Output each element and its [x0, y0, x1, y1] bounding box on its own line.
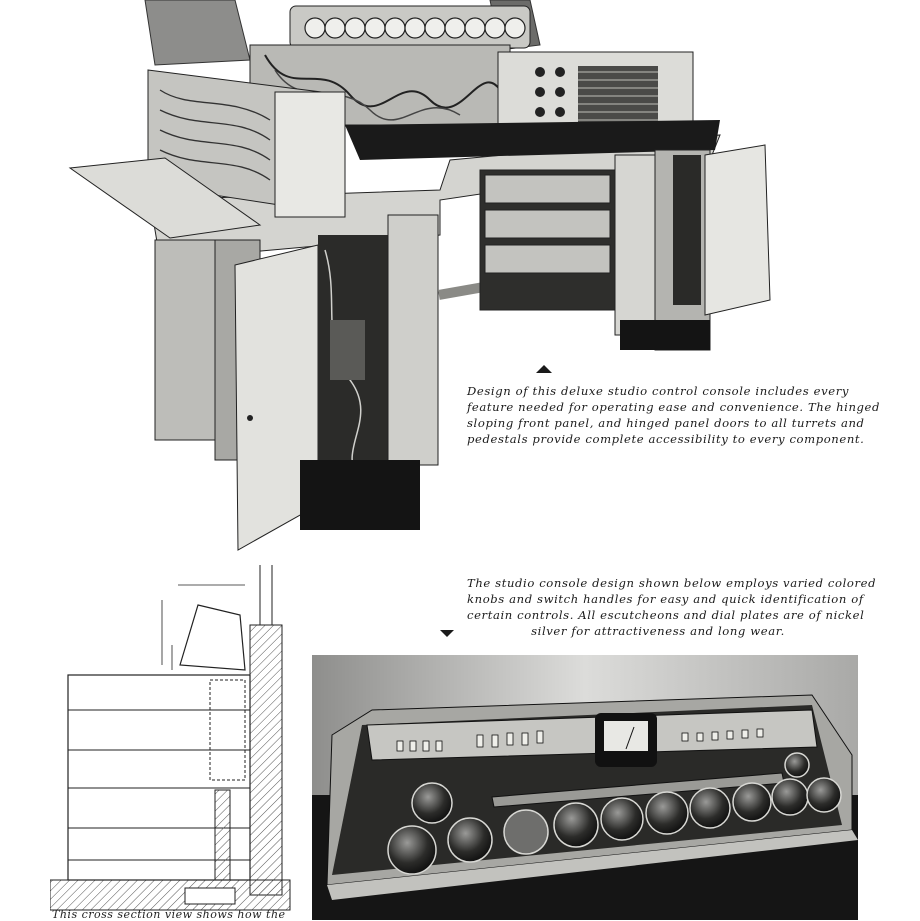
console-photo-panel	[312, 655, 858, 920]
caption-middle-line-1: The studio console design shown below employs varied colored	[467, 576, 877, 590]
caption-middle-line-3: certain controls. All escutcheons and dial plates are of nickel	[467, 608, 865, 622]
caption-top	[467, 383, 881, 447]
caption-middle	[467, 575, 877, 639]
caption-top-line-3: sloping front panel, and hinged panel doors to all turrets and	[467, 416, 865, 430]
triangle-down-icon	[440, 630, 454, 637]
caption-bottom-cut	[52, 908, 286, 921]
console-photo-open	[60, 0, 780, 560]
caption-top-line-2: feature needed for operating ease and convenience. The hinged	[467, 400, 881, 414]
cross-section-drawing	[50, 560, 300, 915]
caption-top-line-4: pedestals provide complete accessibility to every component.	[467, 432, 865, 446]
caption-middle-line-4: silver for attractiveness and long wear.	[531, 624, 785, 638]
caption-bottom-cut-text: This cross section view shows how the	[52, 908, 286, 921]
caption-middle-line-2: knobs and switch handles for easy and quick identification of	[467, 592, 864, 606]
caption-top-line-1: Design of this deluxe studio control console includes every	[467, 384, 849, 398]
triangle-up-icon	[536, 365, 552, 373]
